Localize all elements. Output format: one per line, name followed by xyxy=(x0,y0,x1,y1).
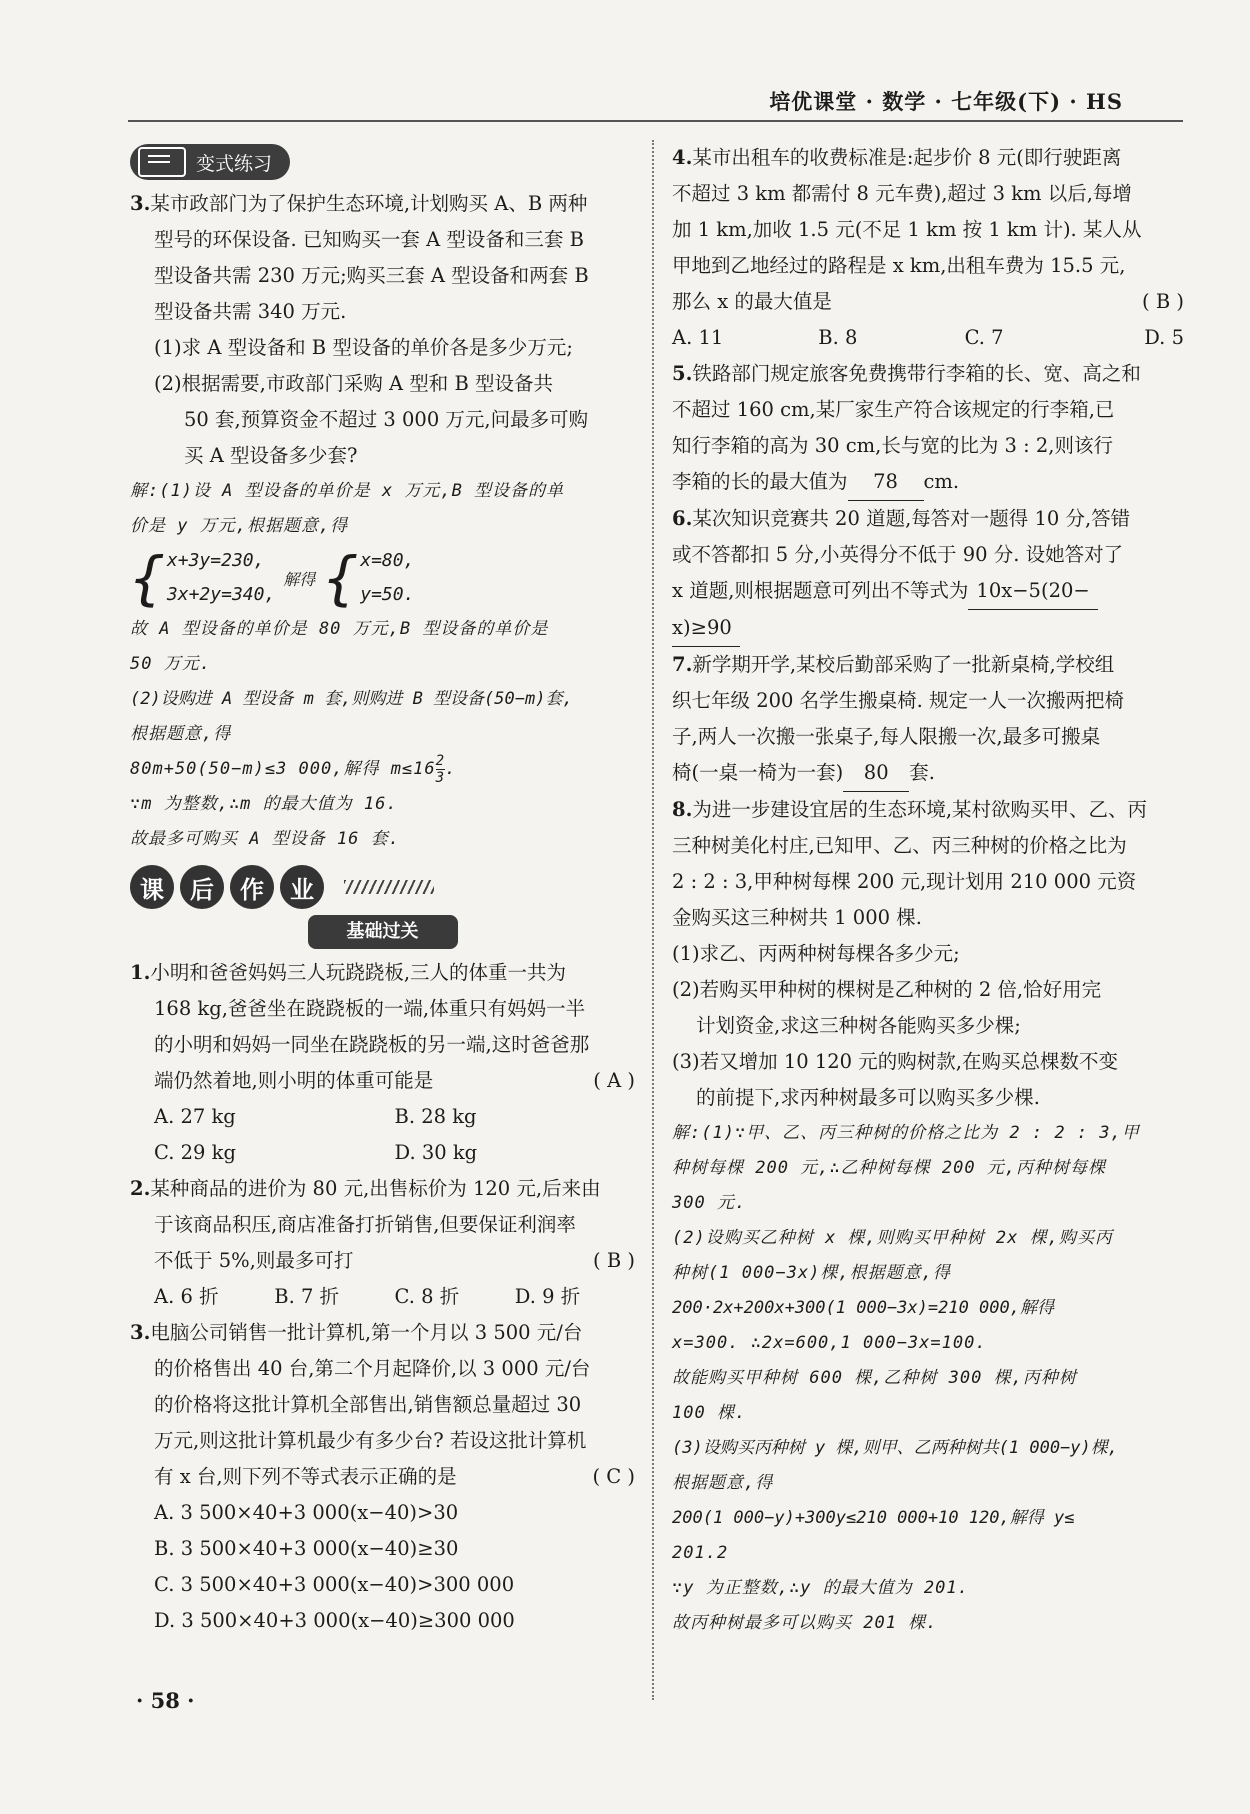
question-text: 某次知识竞赛共 20 道题,每答对一题得 10 分,答错 xyxy=(692,507,1131,530)
question-number: 6. xyxy=(672,507,693,530)
question-text: 铁路部门规定旅客免费携带行李箱的长、宽、高之和 xyxy=(692,362,1141,385)
option: A. 3 500×40+3 000(x−40)>30 xyxy=(154,1501,459,1524)
option: B. 3 500×40+3 000(x−40)≥30 xyxy=(154,1537,459,1560)
question-text: 的价格售出 40 台,第二个月起降价,以 3 000 元/台 xyxy=(154,1357,591,1380)
fraction: $\frac{2}{3}$ xyxy=(435,752,446,786)
solution-line: 100 棵. xyxy=(672,1403,747,1423)
equation: x+3y=230, xyxy=(166,550,265,571)
left-column xyxy=(130,140,635,1639)
question-text: 万元,则这批计算机最少有多少台? 若设这批计算机 xyxy=(154,1429,587,1452)
option: B. 28 kg xyxy=(394,1105,477,1128)
question-text: 不超过 3 km 都需付 8 元车费),超过 3 km 以后,每增 xyxy=(672,182,1132,205)
answer-blank: 80 xyxy=(843,755,909,792)
page-number: · 58 · xyxy=(136,1688,195,1713)
notebook-icon xyxy=(138,147,186,177)
solve-word: 解得 xyxy=(283,569,316,589)
question-number: 5. xyxy=(672,362,693,385)
solution-line: 故 A 型设备的单价是 80 万元,B 型设备的单价是 xyxy=(130,619,549,639)
question-text: 那么 x 的最大值是 xyxy=(672,290,832,313)
question-text: 某市出租车的收费标准是:起步价 8 元(即行驶距离 xyxy=(692,146,1122,169)
question-7 xyxy=(672,647,1184,792)
question-text: 椅(一桌一椅为一套) xyxy=(672,761,844,784)
header-title: 培优课堂 · 数学 · 七年级(下) · HS xyxy=(769,89,1123,114)
answer-blank: x)≥90 xyxy=(672,610,740,647)
solution-line: 根据题意,得 xyxy=(672,1473,774,1493)
question-text: 金购买这三种树共 1 000 棵. xyxy=(672,906,922,929)
answer-blank: 10x−5(20− xyxy=(968,573,1097,610)
question-text: 型号的环保设备. 已知购买一套 A 型设备和三套 B xyxy=(154,228,584,251)
option: C. 29 kg xyxy=(154,1141,236,1164)
solution-line: 解:(1)设 A 型设备的单价是 x 万元,B 型设备的单 xyxy=(130,481,565,501)
question-text: 小明和爸爸妈妈三人玩跷跷板,三人的体重一共为 xyxy=(150,961,567,984)
sub-question: (1)求 A 型设备和 B 型设备的单价各是多少万元; xyxy=(154,336,573,359)
solution-line: 根据题意,得 xyxy=(130,724,232,744)
solution-line: x=300. ∴2x=600,1 000−3x=100. xyxy=(672,1333,987,1353)
question-text: 或不答都扣 5 分,小英得分不低于 90 分. 设她答对了 xyxy=(672,543,1124,566)
homework-char: 业 xyxy=(280,865,324,909)
variant-practice-label: 变式练习 xyxy=(196,152,273,175)
sub-question: 买 A 型设备多少套? xyxy=(184,444,358,467)
page-header xyxy=(128,84,1183,122)
question-text: 有 x 台,则下列不等式表示正确的是 xyxy=(154,1465,457,1488)
options xyxy=(672,320,1184,356)
homework-question-3 xyxy=(130,1315,635,1639)
option: B. 7 折 xyxy=(274,1285,340,1308)
sub-question: 计划资金,求这三种树各能购买多少棵; xyxy=(696,1014,1021,1037)
sub-question: (2)根据需要,市政部门采购 A 型和 B 型设备共 xyxy=(154,372,554,395)
question-text: 的价格将这批计算机全部售出,销售额总量超过 30 xyxy=(154,1393,582,1416)
question-text: 型设备共需 340 万元. xyxy=(154,300,347,323)
homework-char: 课 xyxy=(130,865,174,909)
option: D. 30 kg xyxy=(394,1141,478,1164)
solution-line: (2)设购买乙种树 x 棵,则购买甲种树 2x 棵,购买丙 xyxy=(672,1228,1113,1248)
equation: 3x+2y=340, xyxy=(166,584,276,605)
solution-line: 200(1 000−y)+300y≤210 000+10 120,解得 y≤ xyxy=(672,1508,1075,1528)
question-number: 3. xyxy=(130,1321,151,1344)
question-number: 7. xyxy=(672,653,693,676)
solution-line: 故能购买甲种树 600 棵,乙种树 300 棵,丙种树 xyxy=(672,1368,1077,1388)
solution-line: ∵y 为正整数,∴y 的最大值为 201. xyxy=(672,1578,969,1598)
decorative-hatch xyxy=(344,880,434,894)
equation: y=50. xyxy=(360,584,415,605)
solution-line: 300 元. xyxy=(672,1193,747,1213)
answer-choice: ( C ) xyxy=(592,1465,635,1488)
options xyxy=(130,1279,635,1315)
question-text: 知行李箱的高为 30 cm,长与宽的比为 3 : 2,则该行 xyxy=(672,434,1113,457)
question-text: 套. xyxy=(909,761,935,784)
question-4 xyxy=(672,140,1184,356)
question-text: 型设备共需 230 万元;购买三套 A 型设备和两套 B xyxy=(154,264,589,287)
question-text: 于该商品积压,商店准备打折销售,但要保证利润率 xyxy=(154,1213,576,1236)
question-number: 3. xyxy=(130,192,151,215)
solution-line: 201.2 xyxy=(672,1543,729,1563)
question-text: 不超过 160 cm,某厂家生产符合该规定的行李箱,已 xyxy=(672,398,1115,421)
homework-banner xyxy=(130,865,635,909)
question-text: 甲地到乙地经过的路程是 x km,出租车费为 15.5 元, xyxy=(672,254,1126,277)
question-text: 加 1 km,加收 1.5 元(不足 1 km 按 1 km 计). 某人从 xyxy=(672,218,1142,241)
solution-line: 价是 y 万元,根据题意,得 xyxy=(130,516,349,536)
column-divider xyxy=(652,140,654,1700)
solution-line: 解:(1)∵甲、乙、丙三种树的价格之比为 2 : 2 : 3,甲 xyxy=(672,1123,1140,1143)
sub-question: (1)求乙、丙两种树每棵各多少元; xyxy=(672,942,960,965)
variant-practice-badge xyxy=(130,144,290,180)
inequality-line: 80m+50(50−m)≤3 000,解得 m≤16 $\frac{2}{3}$ . xyxy=(130,752,457,786)
question-5 xyxy=(672,356,1184,501)
solution-line: 故最多可购买 A 型设备 16 套. xyxy=(130,829,400,849)
solution-line: 50 万元. xyxy=(130,654,211,674)
question-6 xyxy=(672,501,1184,647)
question-number: 4. xyxy=(672,146,693,169)
equation-system: { x+3y=230, 3x+2y=340, 解得 { x=80, y=50. xyxy=(130,544,415,612)
homework-char: 作 xyxy=(230,865,274,909)
options xyxy=(130,1099,635,1171)
solution-line: 故丙种树最多可以购买 201 棵. xyxy=(672,1613,938,1633)
option: D. 5 xyxy=(1144,326,1184,349)
question-8 xyxy=(672,792,1184,1641)
homework-char: 后 xyxy=(180,865,224,909)
option: A. 6 折 xyxy=(154,1285,219,1308)
answer-choice: ( B ) xyxy=(1142,290,1184,313)
answer-blank: 78 xyxy=(848,464,924,501)
sub-question: (3)若又增加 10 120 元的购树款,在购买总棵数不变 xyxy=(672,1050,1118,1073)
question-number: 2. xyxy=(130,1177,151,1200)
option: D. 9 折 xyxy=(514,1285,581,1308)
option: A. 27 kg xyxy=(154,1105,236,1128)
question-text: 新学期开学,某校后勤部采购了一批新桌椅,学校组 xyxy=(692,653,1115,676)
solution-line: (3)设购买丙种树 y 棵,则甲、乙两种树共(1 000−y)棵, xyxy=(672,1438,1118,1458)
answer-choice: ( A ) xyxy=(593,1069,635,1092)
inequality: 80m+50(50−m)≤3 000,解得 m≤16 xyxy=(130,759,436,779)
question-text: cm. xyxy=(923,470,960,493)
option: C. 3 500×40+3 000(x−40)>300 000 xyxy=(154,1573,515,1596)
question-text: 的小明和妈妈一同坐在跷跷板的另一端,这时爸爸那 xyxy=(154,1033,590,1056)
question-number: 8. xyxy=(672,798,693,821)
question-text: 子,两人一次搬一张桌子,每人限搬一次,最多可搬桌 xyxy=(672,725,1101,748)
sub-question: (2)若购买甲种树的棵树是乙种树的 2 倍,恰好用完 xyxy=(672,978,1102,1001)
question-text: 168 kg,爸爸坐在跷跷板的一端,体重只有妈妈一半 xyxy=(154,997,586,1020)
question-text: 为进一步建设宜居的生态环境,某村欲购买甲、乙、丙 xyxy=(692,798,1148,821)
option: A. 11 xyxy=(672,326,724,349)
solution-line: 种树每棵 200 元,∴乙种树每棵 200 元,丙种树每棵 xyxy=(672,1158,1107,1178)
question-text: x 道题,则根据题意可列出不等式为 xyxy=(672,579,969,602)
sub-question: 50 套,预算资金不超过 3 000 万元,问最多可购 xyxy=(184,408,589,431)
solution-line: (2)设购进 A 型设备 m 套,则购进 B 型设备(50−m)套, xyxy=(130,689,573,709)
option: B. 8 xyxy=(818,326,858,349)
homework-question-2 xyxy=(130,1171,635,1315)
right-column xyxy=(672,140,1184,1641)
question-text: 李箱的长的最大值为 xyxy=(672,470,848,493)
solution-line: ∵m 为整数,∴m 的最大值为 16. xyxy=(130,794,398,814)
homework-question-1 xyxy=(130,955,635,1171)
solution-line: 种树(1 000−3x)棵,根据题意,得 xyxy=(672,1263,951,1283)
answer-choice: ( B ) xyxy=(593,1249,635,1272)
question-text: 某种商品的进价为 80 元,出售标价为 120 元,后来由 xyxy=(150,1177,601,1200)
question-text: 某市政部门为了保护生态环境,计划购买 A、B 两种 xyxy=(150,192,588,215)
question-text: 不低于 5%,则最多可打 xyxy=(154,1249,354,1272)
question-text: 织七年级 200 名学生搬桌椅. 规定一人一次搬两把椅 xyxy=(672,689,1125,712)
question-text: 端仍然着地,则小明的体重可能是 xyxy=(154,1069,434,1092)
question-3 xyxy=(130,186,635,857)
question-text: 三种树美化村庄,已知甲、乙、丙三种树的价格之比为 xyxy=(672,834,1127,857)
basic-level-label: 基础过关 xyxy=(308,915,458,949)
question-text: 电脑公司销售一批计算机,第一个月以 3 500 元/台 xyxy=(150,1321,583,1344)
option: C. 7 xyxy=(964,326,1004,349)
solution-line: 200·2x+200x+300(1 000−3x)=210 000,解得 xyxy=(672,1298,1054,1318)
question-text: 2 : 2 : 3,甲种树每棵 200 元,现计划用 210 000 元资 xyxy=(672,870,1137,893)
option: C. 8 折 xyxy=(394,1285,460,1308)
option: D. 3 500×40+3 000(x−40)≥300 000 xyxy=(154,1609,515,1632)
equation: x=80, xyxy=(360,550,415,571)
question-number: 1. xyxy=(130,961,151,984)
sub-question: 的前提下,求丙种树最多可以购买多少棵. xyxy=(696,1086,1040,1109)
